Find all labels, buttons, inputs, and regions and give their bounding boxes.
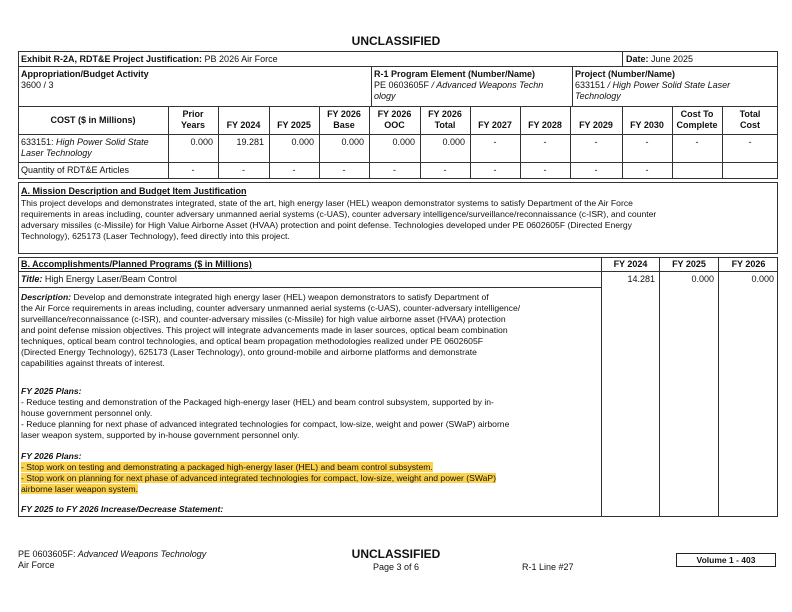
cost-cell: 0.000: [442, 137, 465, 147]
fy2026-plan-line-highlighted: airborne laser weapon system.: [21, 484, 139, 494]
cost-cell: -: [645, 165, 649, 175]
cost-cell: -: [543, 137, 547, 147]
section-a-line: adversary missiles (c-Missile) for High Value Airborne Asset (HVAA) protection and point defense. Technologies developed under PE 0602605F (Directed Energy: [21, 220, 632, 230]
cost-col-header-line2: Years: [180, 120, 206, 130]
page-number: Page 3 of 6: [372, 562, 420, 572]
cost-row-label: Quantity of RDT&E Articles: [21, 165, 130, 175]
section-a-line: requirements in areas including, counter adversary unmanned aerial systems (c-UAS), counter adversary intelligence/surveillance/reconnaissance (c-ISR), and counter: [21, 209, 657, 219]
cost-col-header: [420, 109, 470, 131]
fy2025-plans: [21, 386, 599, 441]
cost-cell: -: [645, 137, 649, 147]
cost-cell: 0.000: [341, 137, 364, 147]
cost-col-header-line1: FY 2025: [277, 120, 311, 130]
cost-cell: 0.000: [190, 137, 213, 147]
cost-col-header-line1: Total: [739, 109, 761, 119]
cost-cell: -: [594, 165, 598, 175]
section-a-line: Technology), 625173 (Laser Technology), feed directly into this project.: [21, 231, 290, 241]
date: [626, 54, 693, 65]
increase-decrease-label: FY 2025 to FY 2026 Increase/Decrease Statement:: [21, 504, 224, 514]
cost-cell: -: [594, 137, 598, 147]
project-number: 633151: [575, 80, 606, 90]
program-title: [21, 274, 177, 285]
fy2025-plans-label: FY 2025 Plans:: [21, 386, 82, 396]
section-b-title: B. Accomplishments/Planned Programs ($ in Millions): [21, 259, 252, 269]
cost-col-header-line1: FY 2028: [528, 120, 562, 130]
cost-cell: -: [191, 165, 195, 175]
footer-pe-number: PE 0603605F:: [18, 549, 76, 559]
exhibit-title-text: , RDT&E Project Justification:: [74, 54, 203, 64]
b-value-fy2026: 0.000: [751, 274, 774, 284]
section-a-title: A. Mission Description and Budget Item Justification: [21, 186, 247, 196]
b-value-fy2024: 14.281: [627, 274, 655, 284]
cost-col-header: [168, 109, 218, 131]
pe-number: PE 0603605F: [374, 80, 430, 90]
cost-col-header-line2: Base: [333, 120, 355, 130]
program-element-block: [374, 69, 570, 102]
exhibit-value: PB 2026 Air Force: [202, 54, 278, 64]
cost-col-header: [520, 120, 570, 131]
appropriation-block: [21, 69, 149, 91]
cost-col-header: [218, 120, 269, 131]
cost-cell: -: [543, 165, 547, 175]
fy2026-plans: [21, 451, 599, 495]
description-line: capabilities against threats of interest.: [21, 358, 165, 368]
cost-row-name-line1: High Power Solid State: [53, 137, 149, 147]
cost-col-header: [369, 109, 420, 131]
appropriation-label: Appropriation/Budget Activity: [21, 69, 149, 79]
cost-col-header-line1: FY 2029: [579, 120, 613, 130]
b-col-fy2025: FY 2025: [672, 259, 706, 269]
description-label: Description:: [21, 292, 72, 302]
pe-name-line2: ology: [374, 91, 396, 101]
description-line: and point defense mission objectives. This project will integrate advancements made in laser sources, optical beam combination: [21, 325, 508, 335]
project-name-line2: Technology: [575, 91, 621, 101]
section-a-text: [21, 198, 776, 242]
cost-col-header-line2: OOC: [384, 120, 405, 130]
exhibit-title: [21, 54, 278, 65]
b-col-fy2026: FY 2026: [731, 259, 766, 269]
fy2025-plan-line: house government personnel only.: [21, 408, 153, 418]
fy2025-plan-line: - Reduce testing and demonstration of the Packaged high-energy laser (HEL) and beam control subsystem, supported by in-: [21, 397, 494, 407]
r1-line: R-1 Line #27: [522, 562, 574, 572]
cost-row-name-line2: Laser Technology: [21, 148, 92, 158]
program-description: [21, 292, 599, 369]
program-title-value: High Energy Laser/Beam Control: [42, 274, 177, 284]
cost-col-header-line1: FY 2027: [478, 120, 512, 130]
description-line: Develop and demonstrate integrated high energy laser (HEL) weapon demonstrators to satisfy Department of: [71, 292, 489, 302]
fy2026-plans-label: FY 2026 Plans:: [21, 451, 82, 461]
cost-col-header-line1: FY 2030: [630, 120, 664, 130]
pe-label: R-1 Program Element (Number/Name): [374, 69, 536, 79]
description-line: the Air Force requirements in areas including, counter adversary unmanned aerial systems (c-UAS), counter-adversary intelligence/: [21, 303, 521, 313]
cost-cell: -: [242, 165, 245, 175]
cost-col-header-line1: Prior: [182, 109, 204, 119]
cost-col-header-line2: Cost: [740, 120, 760, 130]
cost-row-number: 633151:: [21, 137, 54, 147]
footer-pe-name: Advanced Weapons Technology: [75, 549, 207, 559]
cost-cell: -: [695, 137, 699, 147]
cost-label: COST ($ in Millions): [50, 115, 136, 125]
cost-col-header-line2: Complete: [676, 120, 718, 130]
cost-cell: 0.000: [392, 137, 415, 147]
cost-col-header-line1: FY 2026: [327, 109, 361, 119]
description-line: (Directed Energy Technology), 625173 (Laser Technology), onto ground-mobile and airborne platforms and demonstrate: [21, 347, 477, 357]
cost-col-header: [470, 120, 520, 131]
fy2026-plan-line-highlighted: - Stop work on testing and demonstrating a packaged high-energy laser (HEL) and beam control subsystem.: [21, 462, 433, 472]
description-line: techniques, optical beam control technologies, and optical beam propagation methodologies realized under PE 0602605F: [21, 336, 483, 346]
cost-col-header-line1: FY 2026: [377, 109, 412, 119]
cost-cell: 0.000: [291, 137, 314, 147]
cost-row-label: [21, 137, 165, 159]
cost-col-header-line2: Total: [434, 120, 456, 130]
section-a-line: This project develops and demonstrates integrated, state of the art, high energy laser (HEL) weapon demonstrator systems to satisfy Department of the Air Force: [21, 198, 633, 208]
project-block: [575, 69, 775, 102]
cost-cell: -: [443, 165, 447, 175]
pe-name-line1: / Advanced Weapons Techn: [429, 80, 544, 90]
cost-col-header: [269, 120, 319, 131]
fy2025-plan-line: laser weapon system, supported by in-house government personnel only.: [21, 430, 300, 440]
description-line: surveillance/reconnaissance (c-ISR), and counter-adversary missiles (c-Missile) for high value airborne asset (HVAA) protection: [21, 314, 506, 324]
cost-col-header: [722, 109, 778, 131]
date-label: Date:: [626, 54, 649, 64]
date-value: June 2025: [648, 54, 694, 64]
cost-cell: 19.281: [236, 137, 264, 147]
cost-cell: -: [493, 137, 497, 147]
cost-cell: -: [493, 165, 497, 175]
cost-col-header: [570, 120, 622, 131]
b-col-fy2024: FY 2024: [613, 259, 648, 269]
footer-service: Air Force: [18, 560, 55, 570]
cost-col-header: [319, 109, 369, 131]
fy2026-plan-line-highlighted: - Stop work on planning for next phase of advanced integrated technologies for compact, low-size, weight and power (SWaP): [21, 473, 496, 483]
exhibit-label: Exhibit R-2A: [21, 54, 75, 64]
cost-col-header: [672, 109, 722, 131]
volume-box: Volume 1 - 403: [676, 553, 776, 567]
project-label: Project (Number/Name): [575, 69, 676, 79]
classification-top: UNCLASSIFIED: [351, 34, 441, 48]
cost-col-header-line1: FY 2026: [428, 109, 462, 119]
cost-cell: -: [748, 137, 752, 147]
cost-cell: -: [393, 165, 396, 175]
cost-col-header: [622, 120, 672, 131]
cost-col-header-line1: Cost To: [680, 109, 714, 119]
cost-cell: -: [292, 165, 296, 175]
fy2025-plan-line: - Reduce planning for next phase of advanced integrated technologies for compact, low-size, weight and power (SWaP) airborne: [21, 419, 510, 429]
classification-bottom: UNCLASSIFIED: [351, 547, 441, 561]
program-title-label: Title:: [21, 274, 43, 284]
cost-cell: -: [342, 165, 346, 175]
project-name-line1: / High Power Solid State Laser: [605, 80, 731, 90]
b-value-fy2025: 0.000: [691, 274, 714, 284]
cost-col-header-line1: FY 2024: [226, 120, 261, 130]
appropriation-value: 3600 / 3: [21, 80, 54, 90]
